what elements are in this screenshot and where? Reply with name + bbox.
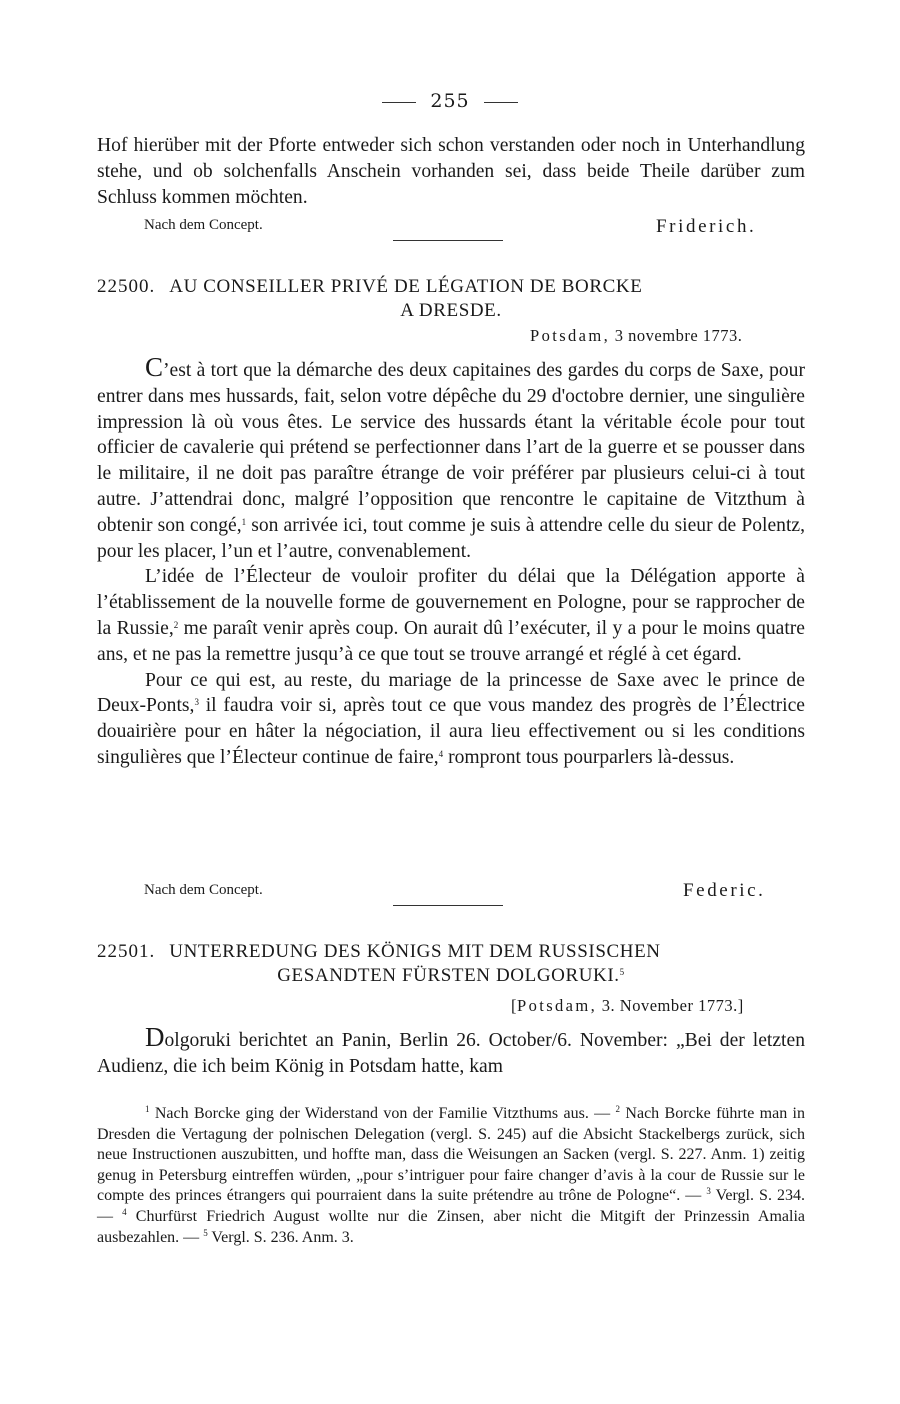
carryover-paragraph: [97, 133, 805, 210]
footnote-4: Churfürst Friedrich August wollte nur die Zinsen, aber nicht die Mitgift der Prinzessin Amalia ausbezahlen. —: [97, 1207, 806, 1246]
date-rest: 3 novembre 1773.: [614, 326, 743, 345]
footnote-ref-2: 2: [173, 619, 179, 630]
heading-2-line-2: GESANDTEN FÜRSTEN DOLGORUKI.: [277, 965, 620, 986]
paragraph-22501-text: olgoruki berichtet an Panin, Berlin 26. October/6. November: „Bei der letzten Audienz, die ich beim König in Potsdam hatte, kam: [97, 1030, 805, 1077]
heading-line-2: A DRESDE.: [400, 300, 502, 321]
date-place: Potsdam,: [530, 326, 611, 345]
page-header: [0, 90, 900, 112]
letter-22500-source: Nach dem Concept.: [144, 882, 263, 898]
footnote-marker-4: 4: [122, 1206, 127, 1217]
carryover-source: Nach dem Concept.: [144, 217, 263, 233]
letter-22500-dateline: [530, 326, 742, 346]
carryover-signature: Friderich.: [656, 216, 757, 237]
footnote-ref-3: 3: [194, 697, 199, 708]
paragraph-3-text-b: il faudra voir si, après tout ce que vous mandez des progrès de l’Électrice douairière pour en hâter la négociation, il aura lieu effectivement ou si les conditions singulières que l’Électeur continue de faire,: [97, 695, 805, 768]
paragraph-1-text-b: son arrivée ici, tout comme je suis à attendre celle du sieur de Polentz, pour les placer, l’un et l’autre, convenablement.: [97, 514, 805, 562]
footnote-marker-5: 5: [203, 1227, 208, 1238]
footnote-marker-3: 3: [706, 1186, 711, 1197]
paragraph-3-text-a: Pour ce qui est, au reste, du mariage de la princesse de Saxe avec le prince de Deux-Ponts,: [97, 669, 805, 717]
footnote-marker-1: 1: [145, 1104, 150, 1114]
letter-22501-body: [97, 1024, 805, 1080]
heading-2-line-1: UNTERREDUNG DES KÖNIGS MIT DEM RUSSISCHEN: [169, 941, 661, 962]
initial-letter-2: D: [145, 1022, 165, 1052]
footnote-2: Nach Borcke führte man in Dresden die Vertagung der polnischen Delegation (vergl. S. 245) auf die Absicht Stackelbergs zurück, sich neue Instructionen auszubitten, und hoffte man, dass die Weisungen an Sacken (vergl. S. 227. Anm. 1) zeitig genug in Petersburg eintreffen würden, „pour s’intriguer pour faire changer d’avis à la cour de Russie sur le compte des princes étrangers qui pourraient dans la suite prétendre au trône de Pologne“. —: [97, 1105, 806, 1205]
letter-22501-heading: [97, 940, 805, 988]
paragraph-22501: [97, 1024, 805, 1080]
carryover-text: Hof hierüber mit der Pforte entweder sich schon verstanden oder noch in Unterhandlung stehe, und ob solchenfalls Anschein vorhanden sei, dass beide Theile darüber zum Schluss kommen möchten.: [97, 135, 805, 208]
paragraph-3-text-c: rompront tous pourparlers là-dessus.: [443, 746, 735, 768]
footnote-3: Vergl. S. 234. —: [97, 1187, 805, 1225]
footnote-ref-1: 1: [241, 516, 247, 527]
footnotes: [97, 1104, 805, 1248]
header-rule-left: [382, 102, 416, 103]
date-place-2: Potsdam,: [517, 996, 598, 1015]
letter-22501-dateline: [511, 996, 744, 1016]
footnote-ref-4: 4: [438, 748, 444, 759]
page-number: 255: [430, 90, 470, 112]
initial-letter: C: [145, 352, 164, 382]
date-bracket: [: [511, 996, 517, 1015]
paragraph-1: [97, 354, 805, 564]
footnote-5: Vergl. S. 236. Anm. 3.: [207, 1228, 354, 1246]
footnote-1: Nach Borcke ging der Widerstand von der Familie Vitzthums aus. —: [149, 1105, 616, 1122]
paragraph-1-text-a: ’est à tort que la démarche des deux capitaines des gardes du corps de Saxe, pour entrer dans mes hussards, fait, selon votre dépêche du 29 d'octobre dernier, une singulière impression là où vous êtes. Le service des hussards étant la véritable école pour tout officier de cavalerie qui prétend se perfectionner dans l’art de la guerre et se pousser dans le militaire, il ne doit pas paraître étrange de voir préférer par plusieurs celui-ci à tout autre. J’attendrai donc, malgré l’opposition que rencontre le capitaine de Vitzthum à obtenir son congé,: [97, 360, 805, 536]
footnote-block: [97, 1104, 805, 1248]
paragraph-2: [97, 564, 805, 667]
date-rest-2: 3. November 1773.]: [601, 996, 744, 1015]
letter-22500-body: [97, 354, 805, 771]
paragraph-3: [97, 668, 805, 771]
footnote-marker-2: 2: [615, 1104, 621, 1114]
header-rule-right: [484, 102, 518, 103]
letter-number: 22500.: [97, 276, 156, 297]
heading-line-1: AU CONSEILLER PRIVÉ DE LÉGATION DE BORCKE: [169, 276, 643, 297]
letter-22500-signature: Federic.: [683, 880, 766, 901]
paragraph-2-text-a: L’idée de l’Électeur de vouloir profiter du délai que la Délégation apporte à l’établissement de la nouvelle forme de gouvernement en Pologne, pour se rapprocher de la Russie,: [97, 566, 805, 639]
footnote-ref-5: 5: [619, 967, 625, 977]
paragraph-2-text-b: me paraît venir après coup. On aurait dû l’exécuter, il y a pour le moins quatre ans, et ne pas la remettre jusqu’à ce que tout se trouve arrangé et réglé à cet égard.: [97, 617, 805, 665]
section-divider-2: [393, 905, 503, 906]
section-divider: [393, 240, 503, 241]
letter-22500-heading: [97, 275, 805, 323]
letter-number-2: 22501.: [97, 941, 156, 962]
